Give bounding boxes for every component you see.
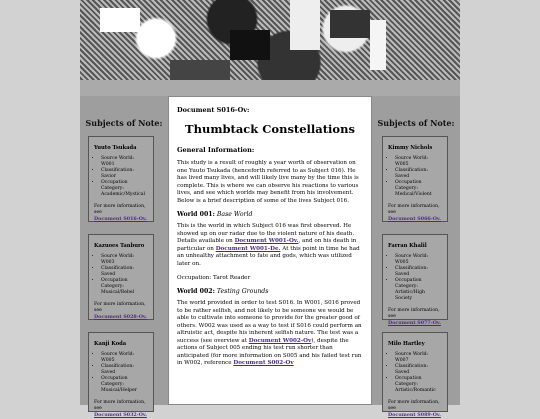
- document-link[interactable]: Document S002-Ov: [233, 360, 294, 367]
- world-heading: [177, 211, 363, 218]
- more-info-text: For more information, see: [388, 203, 440, 215]
- detail-item: • Source World: W001: [101, 156, 148, 168]
- subject-details: [94, 156, 148, 198]
- detail-item: • Classification: Saved: [395, 168, 442, 180]
- document-link[interactable]: Document W001-De.: [215, 245, 281, 252]
- subject-card: [382, 234, 448, 327]
- more-info-text: For more information, see: [94, 203, 146, 215]
- world-text: , and on his death in particular on: [177, 238, 357, 252]
- more-info-text: For more information, see: [388, 399, 440, 411]
- more-info: [94, 204, 148, 224]
- more-info: [94, 302, 148, 322]
- subject-document-link[interactable]: Document S032-Ov.: [94, 412, 147, 419]
- subject-card: [382, 332, 448, 419]
- subject-name: Kazuoes Tanburo: [94, 243, 145, 249]
- world-name: Base World: [216, 211, 253, 219]
- more-info-text: For more information, see: [94, 399, 146, 411]
- detail-item: • Source World: W005: [101, 352, 148, 364]
- subject-card: [88, 136, 154, 222]
- world-name: Testing Grounds: [216, 288, 269, 296]
- subject-details: [388, 156, 442, 198]
- section-heading: General Information:: [177, 146, 255, 154]
- world-heading: [177, 288, 363, 295]
- more-info: [388, 400, 442, 419]
- more-info: [388, 204, 442, 224]
- right-sidebar-title: Subjects of Note:: [377, 118, 455, 128]
- detail-item: • Occupation Category: Musical/Helper: [101, 376, 148, 394]
- detail-item: • Occupation Category: Musical/Rebel: [101, 278, 148, 296]
- detail-item: • Occupation Category: Artistic/High Society: [395, 278, 442, 302]
- detail-item: • Classification: Saved: [101, 266, 148, 278]
- detail-item: • Source World: W005: [395, 254, 442, 266]
- world-label: World 002:: [177, 288, 215, 296]
- subject-document-link[interactable]: Document S077-Ov.: [388, 320, 441, 327]
- more-info: [388, 308, 442, 328]
- document-link[interactable]: Document W002-Ov: [248, 337, 312, 344]
- subject-name: Farran Khalil: [388, 243, 427, 249]
- header-banner-image: [80, 0, 460, 96]
- subject-card: [382, 136, 448, 222]
- subject-name: Kimmy Nichols: [388, 145, 433, 151]
- subject-name: Milo Hartley: [388, 341, 425, 347]
- world-text: At this point in time he had an unhealthy attachment to fate and gods, which was utilized later on.: [177, 245, 360, 268]
- subject-card: [88, 332, 154, 419]
- detail-item: • Occupation Category: Artistic/Romantic: [395, 376, 442, 394]
- subject-document-link[interactable]: Document S089-Ov.: [388, 412, 441, 419]
- page-title: Thumbtack Constellations: [185, 122, 355, 136]
- detail-item: • Occupation Category: Medical/Violent: [395, 180, 442, 198]
- document-link[interactable]: Document W001-Ov.: [234, 238, 299, 245]
- occupation-text: Occupation: Tarot Reader: [177, 274, 251, 281]
- subject-details: [388, 352, 442, 394]
- world-text: ), despite the actions of Subject 005 ending his test run shorter than anticipated (for more information on S005 and his failed test run in W002, reference: [177, 337, 362, 367]
- left-sidebar-title: Subjects of Note:: [85, 118, 163, 128]
- general-info-text: This study is a result of roughly a year worth of observation on one Yuuto Tsukada (henceforth referred to as Subject 016). He has lived many lives, and will likely live many by the time this is complete. This is where we can observe his reactions to various lives, and see which worlds may benefit from his involvement. Below is a brief description of some of the lives Subject 016.: [177, 160, 359, 204]
- document-panel: [168, 96, 372, 405]
- detail-item: • Classification: Savior: [101, 168, 148, 180]
- world-description: [177, 300, 363, 368]
- detail-item: • Source World: W007: [395, 352, 442, 364]
- detail-item: • Classification: Saved: [395, 364, 442, 376]
- subject-details: [388, 254, 442, 302]
- more-info-text: For more information, see: [94, 301, 146, 313]
- more-info-text: For more information, see: [388, 307, 440, 319]
- subject-document-link[interactable]: Document S016-Ov.: [94, 216, 147, 223]
- subject-document-link[interactable]: Document S066-Ov.: [388, 216, 441, 223]
- detail-item: • Source World: W003: [101, 254, 148, 266]
- detail-item: • Classification: Saved: [395, 266, 442, 278]
- world-text: The world provided in order to test S016. In W001, S016 proved to be rather selfish, and not likely to be someone we would be able to cultivate into someone to provide for the greater good of others. W002 was used as a way to test if S016 could perform an altruistic act, despite his inherent selfish nature. The test was a success (see overview at: [177, 300, 362, 344]
- detail-item: • Source World: W005: [395, 156, 442, 168]
- detail-item: • Occupation Category: Academic/Mystical: [101, 180, 148, 198]
- world-text: This is the world in which Subject 016 was first observed. He showed up on our radar due to the violent nature of his death. Details available on: [177, 223, 355, 245]
- world-description: [177, 223, 363, 268]
- detail-item: • Classification: Saved: [101, 364, 148, 376]
- document-id: Document S016-Ov:: [177, 106, 250, 114]
- subject-name: Yuuto Tsukada: [94, 145, 137, 151]
- subject-name: Kanji Koda: [94, 341, 127, 347]
- subject-document-link[interactable]: Document S028-Ov.: [94, 314, 147, 321]
- subject-details: [94, 254, 148, 296]
- world-label: World 001:: [177, 211, 215, 219]
- subject-details: [94, 352, 148, 394]
- subject-card: [88, 234, 154, 320]
- more-info: [94, 400, 148, 419]
